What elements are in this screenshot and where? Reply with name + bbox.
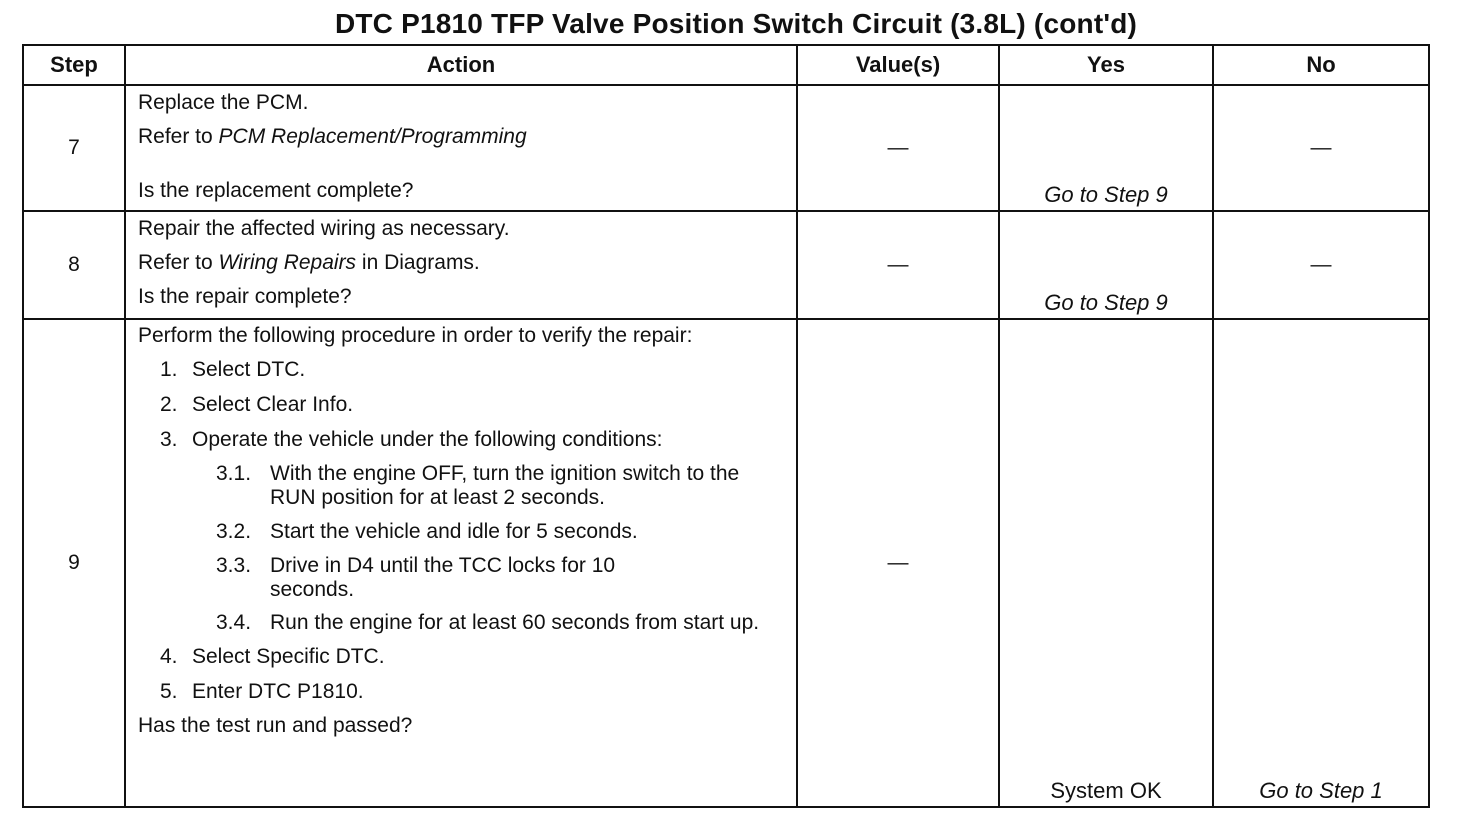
header-no: No [1213,45,1429,85]
action-line: Replace the PCM. [138,91,309,114]
header-row [23,45,1429,85]
value-cell: — [797,319,999,807]
action-cell [125,319,797,807]
sub-list-item [138,519,790,545]
reference-title: Wiring Repairs [218,251,357,274]
no-cell: — [1213,85,1429,211]
procedure-intro: Perform the following procedure in order to verify the repair: [138,324,693,347]
no-link: Go to Step 1 [1259,778,1383,803]
list-text: Operate the vehicle under the following conditions: [192,428,663,451]
header-action: Action [125,45,797,85]
action-reference [138,124,790,150]
sub-list-item [138,554,790,602]
list-number: 2. [160,393,178,416]
list-item [138,392,790,418]
sub-list-item [138,611,790,635]
table-row-step-8 [23,211,1429,319]
table-row-step-9 [23,319,1429,807]
yes-link: Go to Step 9 [1044,290,1168,315]
list-number: 3. [160,428,178,451]
page-title: DTC P1810 TFP Valve Position Switch Circuit (3.8L) (cont'd) [334,8,1138,39]
header-yes: Yes [999,45,1213,85]
yes-cell [999,211,1213,319]
action-line: Repair the affected wiring as necessary. [138,217,510,240]
sub-list-item [138,462,790,510]
reference-title: PCM Replacement/Programming [218,125,527,148]
no-cell: — [1213,211,1429,319]
list-text: Enter DTC P1810. [192,680,364,703]
table-row-step-7 [23,85,1429,211]
reference-prefix: Refer to [138,125,219,148]
list-text: Select Clear Info. [192,393,354,416]
step-number: 9 [23,319,125,807]
no-cell [1213,319,1429,807]
reference-suffix: in Diagrams. [356,251,480,274]
action-cell [125,85,797,211]
list-text: Drive in D4 until the TCC locks for 10 seconds. [270,554,616,601]
list-text: With the engine OFF, turn the ignition switch to the RUN position for at least 2 seconds. [270,462,740,509]
value-cell: — [797,85,999,211]
list-item [138,679,790,705]
list-text: Start the vehicle and idle for 5 seconds. [270,520,638,543]
list-number: 3.1. [216,462,252,485]
list-item [138,357,790,383]
list-item [138,427,790,453]
value-cell: — [797,211,999,319]
step-number: 7 [23,85,125,211]
action-question: Is the replacement complete? [138,179,414,202]
list-text: Select DTC. [192,358,306,381]
diagnostic-table [22,44,1430,808]
step-number: 8 [23,211,125,319]
list-number: 3.3. [216,554,252,577]
list-number: 4. [160,645,178,668]
reference-prefix: Refer to [138,251,219,274]
list-text: Run the engine for at least 60 seconds from start up. [270,611,760,634]
list-text: Select Specific DTC. [192,645,385,668]
action-cell [125,211,797,319]
list-number: 1. [160,358,178,381]
action-question: Is the repair complete? [138,285,352,308]
yes-cell [999,319,1213,807]
list-number: 3.4. [216,611,252,634]
header-step: Step [23,45,125,85]
yes-cell [999,85,1213,211]
list-number: 5. [160,680,178,703]
yes-result: System OK [1050,778,1162,803]
yes-link: Go to Step 9 [1044,182,1168,207]
list-number: 3.2. [216,520,252,543]
header-values: Value(s) [797,45,999,85]
list-item [138,644,790,670]
action-reference [138,250,790,276]
action-question: Has the test run and passed? [138,714,413,737]
